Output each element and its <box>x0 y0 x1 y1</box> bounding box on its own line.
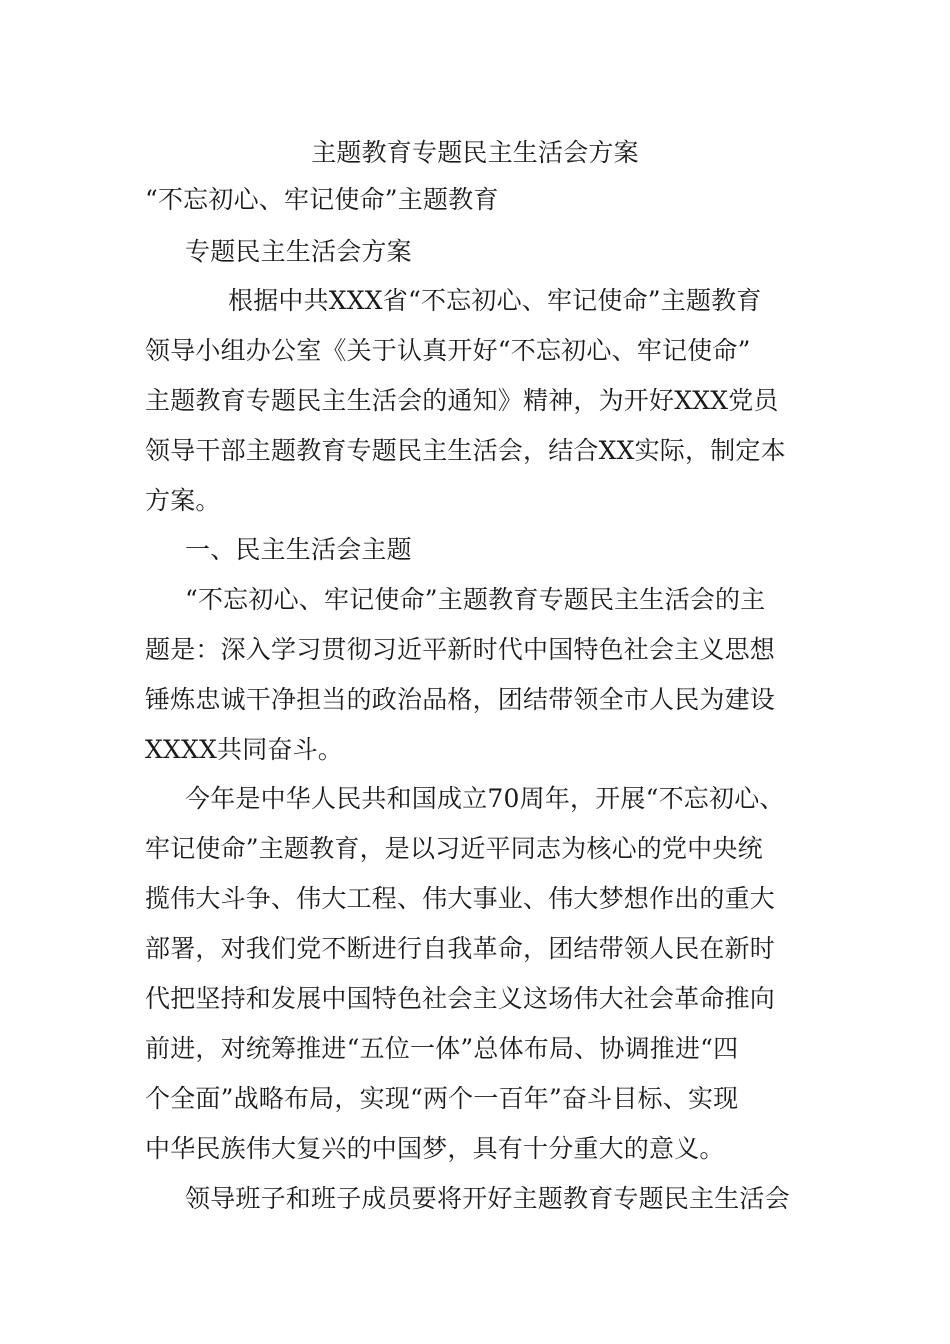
document-title: 主题教育专题民主生活会方案 <box>311 138 639 167</box>
paragraph-line: 中华民族伟大复兴的中国梦，具有十分重大的意义。 <box>145 1134 725 1163</box>
paragraph-line: 牢记使命”主题教育，是以习近平同志为核心的党中央统 <box>145 834 763 863</box>
paragraph-line: 今年是中华人民共和国成立70周年，开展“不忘初心、 <box>185 784 785 813</box>
paragraph-line: 代把坚持和发展中国特色社会主义这场伟大社会革命推向 <box>145 984 776 1013</box>
paragraph-line: 个全面”战略布局，实现“两个一百年”奋斗目标、实现 <box>145 1084 739 1113</box>
paragraph-line: 部署，对我们党不断进行自我革命，团结带领人民在新时 <box>145 934 776 963</box>
paragraph-line: 题是：深入学习贯彻习近平新时代中国特色社会主义思想 <box>145 635 776 664</box>
subtitle-line-2: 专题民主生活会方案 <box>185 237 412 266</box>
paragraph-line: 领导干部主题教育专题民主生活会，结合XX实际，制定本 <box>145 436 786 465</box>
paragraph-line: 领导班子和班子成员要将开好主题教育专题民主生活会 <box>185 1184 790 1213</box>
paragraph-line: 揽伟大斗争、伟大工程、伟大事业、伟大梦想作出的重大 <box>145 884 776 913</box>
paragraph-line: 主题教育专题民主生活会的通知》精神，为开好XXX党员 <box>145 386 779 415</box>
paragraph-line: XXXX共同奋斗。 <box>145 735 343 764</box>
paragraph-line: 方案。 <box>145 486 221 515</box>
paragraph-line: “不忘初心、牢记使命”主题教育专题民主生活会的主 <box>185 585 766 614</box>
paragraph-line: 领导小组办公室《关于认真开好“不忘初心、牢记使命” <box>145 336 751 365</box>
paragraph-line: 根据中共XXX省“不忘初心、牢记使命”主题教育 <box>228 286 762 315</box>
paragraph-line: 锤炼忠诚干净担当的政治品格，团结带领全市人民为建设 <box>145 685 776 714</box>
section-heading: 一、民主生活会主题 <box>185 535 412 564</box>
paragraph-line: 前进，对统筹推进“五位一体”总体布局、协调推进“四 <box>145 1034 739 1063</box>
subtitle-line-1: “不忘初心、牢记使命”主题教育 <box>145 185 499 214</box>
